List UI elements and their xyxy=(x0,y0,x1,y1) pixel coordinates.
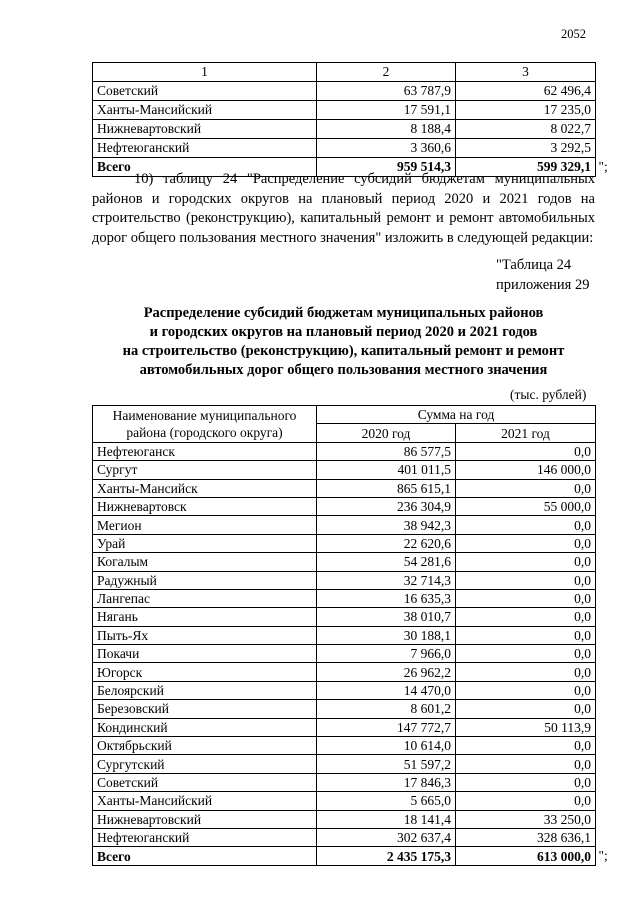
cell-2020: 51 597,2 xyxy=(317,755,456,773)
top-table xyxy=(92,62,596,177)
cell-name: Радужный xyxy=(93,571,317,589)
table-row xyxy=(93,645,596,663)
table-row xyxy=(93,589,596,607)
cell-2020: 7 966,0 xyxy=(317,645,456,663)
table-row xyxy=(93,553,596,571)
cell-name: Нягань xyxy=(93,608,317,626)
cell-2021: 0,0 xyxy=(456,755,596,773)
main-sum-header: Сумма на год xyxy=(317,406,596,424)
cell-name: Ханты-Мансийский xyxy=(93,792,317,810)
cell-name: Когалым xyxy=(93,553,317,571)
cell-name: Нефтеюганский xyxy=(93,139,317,158)
cell-2021: 328 636,1 xyxy=(456,828,596,846)
cell-name: Березовский xyxy=(93,700,317,718)
top-table-closing-quote: "; xyxy=(598,158,608,174)
cell-2021: 0,0 xyxy=(456,737,596,755)
cell-2020: 63 787,9 xyxy=(317,82,456,101)
cell-2020: 10 614,0 xyxy=(317,737,456,755)
table-title-line-3: на строительство (реконструкцию), капитальный ремонт и ремонт xyxy=(122,343,565,359)
cell-2020: 302 637,4 xyxy=(317,828,456,846)
cell-2021: 0,0 xyxy=(456,553,596,571)
cell-name: Ханты-Мансийский xyxy=(93,101,317,120)
main-2021-header: 2021 год xyxy=(456,424,596,442)
cell-2021: 0,0 xyxy=(456,608,596,626)
cell-2020: 8 188,4 xyxy=(317,120,456,139)
cell-2020: 3 360,6 xyxy=(317,139,456,158)
cell-2021: 33 250,0 xyxy=(456,810,596,828)
table-row xyxy=(93,681,596,699)
amendment-paragraph xyxy=(92,170,595,248)
units-label: (тыс. рублей) xyxy=(510,387,587,402)
cell-name: Сургутский xyxy=(93,755,317,773)
table-row xyxy=(93,663,596,681)
top-col-3-header: 3 xyxy=(456,63,596,82)
main-table xyxy=(92,405,596,866)
table-row xyxy=(93,442,596,460)
cell-2020: 17 846,3 xyxy=(317,773,456,791)
cell-2020: 401 011,5 xyxy=(317,461,456,479)
table-row xyxy=(93,120,596,139)
cell-2021: 0,0 xyxy=(456,700,596,718)
total-2020: 2 435 175,3 xyxy=(317,847,456,865)
cell-2021: 146 000,0 xyxy=(456,461,596,479)
cell-2021: 0,0 xyxy=(456,792,596,810)
cell-2020: 147 772,7 xyxy=(317,718,456,736)
table-row xyxy=(93,773,596,791)
table-row xyxy=(93,755,596,773)
main-header-row-1 xyxy=(93,406,596,424)
cell-name: Советский xyxy=(93,773,317,791)
cell-2021: 50 113,9 xyxy=(456,718,596,736)
cell-name: Нефтеюганск xyxy=(93,442,317,460)
table-row xyxy=(93,828,596,846)
main-name-header-line-1: Наименование муниципального xyxy=(112,407,297,423)
table-reference-line-1: "Таблица 24 xyxy=(496,257,572,273)
cell-2021: 0,0 xyxy=(456,479,596,497)
cell-2020: 38 942,3 xyxy=(317,516,456,534)
cell-2021: 0,0 xyxy=(456,773,596,791)
table-row xyxy=(93,792,596,810)
cell-2020: 8 601,2 xyxy=(317,700,456,718)
cell-name: Лангепас xyxy=(93,589,317,607)
table-row xyxy=(93,737,596,755)
main-name-header-line-2: района (городского округа) xyxy=(126,424,283,440)
main-2020-header: 2020 год xyxy=(317,424,456,442)
cell-name: Октябрьский xyxy=(93,737,317,755)
cell-name: Нижневартовский xyxy=(93,810,317,828)
cell-name: Югорск xyxy=(93,663,317,681)
table-row xyxy=(93,479,596,497)
cell-2021: 3 292,5 xyxy=(456,139,596,158)
total-label: Всего xyxy=(93,158,317,177)
total-2021: 613 000,0 xyxy=(456,847,596,865)
cell-name: Советский xyxy=(93,82,317,101)
total-2020: 959 514,3 xyxy=(317,158,456,177)
cell-2021: 0,0 xyxy=(456,534,596,552)
cell-2020: 86 577,5 xyxy=(317,442,456,460)
main-table-closing-quote: "; xyxy=(598,847,608,863)
cell-2021: 0,0 xyxy=(456,442,596,460)
cell-name: Нижневартовский xyxy=(93,120,317,139)
cell-name: Покачи xyxy=(93,645,317,663)
cell-name: Белоярский xyxy=(93,681,317,699)
cell-2020: 26 962,2 xyxy=(317,663,456,681)
table-row xyxy=(93,626,596,644)
cell-2020: 18 141,4 xyxy=(317,810,456,828)
cell-2020: 22 620,6 xyxy=(317,534,456,552)
table-row xyxy=(93,534,596,552)
table-reference xyxy=(496,255,589,295)
table-row xyxy=(93,497,596,515)
cell-name: Сургут xyxy=(93,461,317,479)
cell-name: Урай xyxy=(93,534,317,552)
cell-2021: 0,0 xyxy=(456,645,596,663)
table-row xyxy=(93,516,596,534)
cell-2021: 0,0 xyxy=(456,516,596,534)
page-number: 2052 xyxy=(561,27,586,41)
cell-2020: 54 281,6 xyxy=(317,553,456,571)
table-title xyxy=(92,304,595,380)
cell-2021: 62 496,4 xyxy=(456,82,596,101)
top-table-header-row xyxy=(93,63,596,82)
cell-2020: 30 188,1 xyxy=(317,626,456,644)
cell-2021: 55 000,0 xyxy=(456,497,596,515)
table-row xyxy=(93,571,596,589)
cell-name: Нижневартовск xyxy=(93,497,317,515)
cell-2021: 0,0 xyxy=(456,589,596,607)
table-title-line-1: Распределение субсидий бюджетам муниципальных районов xyxy=(143,305,544,321)
table-title-line-2: и городских округов на плановый период 2020 и 2021 годов xyxy=(149,324,538,340)
main-name-header xyxy=(93,406,317,443)
cell-2021: 0,0 xyxy=(456,681,596,699)
total-2021: 599 329,1 xyxy=(456,158,596,177)
amendment-text: 10) таблицу 24 "Распределение субсидий бюджетам муниципальных районов и городских округов на плановый период 2020 и 2021 годов на строительство (реконструкцию), капитальный ремонт и ремонт автомобильных дорог общего пользования местного значения" изложить в следующей редакции: xyxy=(92,171,595,246)
cell-2021: 0,0 xyxy=(456,571,596,589)
table-row xyxy=(93,82,596,101)
table-row xyxy=(93,810,596,828)
cell-2021: 8 022,7 xyxy=(456,120,596,139)
table-title-line-4: автомобильных дорог общего пользования местного значения xyxy=(139,362,548,378)
top-col-1-header: 1 xyxy=(93,63,317,82)
table-row xyxy=(93,139,596,158)
table-reference-line-2: приложения 29 xyxy=(496,277,590,293)
cell-2020: 17 591,1 xyxy=(317,101,456,120)
table-row xyxy=(93,461,596,479)
cell-name: Нефтеюганский xyxy=(93,828,317,846)
cell-2020: 16 635,3 xyxy=(317,589,456,607)
cell-2021: 0,0 xyxy=(456,626,596,644)
cell-2020: 32 714,3 xyxy=(317,571,456,589)
cell-2020: 236 304,9 xyxy=(317,497,456,515)
cell-name: Пыть-Ях xyxy=(93,626,317,644)
total-label: Всего xyxy=(93,847,317,865)
table-row xyxy=(93,700,596,718)
top-col-2-header: 2 xyxy=(317,63,456,82)
table-row xyxy=(93,608,596,626)
cell-name: Мегион xyxy=(93,516,317,534)
cell-name: Ханты-Мансийск xyxy=(93,479,317,497)
cell-2021: 0,0 xyxy=(456,663,596,681)
cell-2020: 38 010,7 xyxy=(317,608,456,626)
cell-2020: 14 470,0 xyxy=(317,681,456,699)
table-row xyxy=(93,101,596,120)
cell-name: Кондинский xyxy=(93,718,317,736)
total-row xyxy=(93,847,596,865)
cell-2020: 5 665,0 xyxy=(317,792,456,810)
table-row xyxy=(93,718,596,736)
cell-2020: 865 615,1 xyxy=(317,479,456,497)
cell-2021: 17 235,0 xyxy=(456,101,596,120)
